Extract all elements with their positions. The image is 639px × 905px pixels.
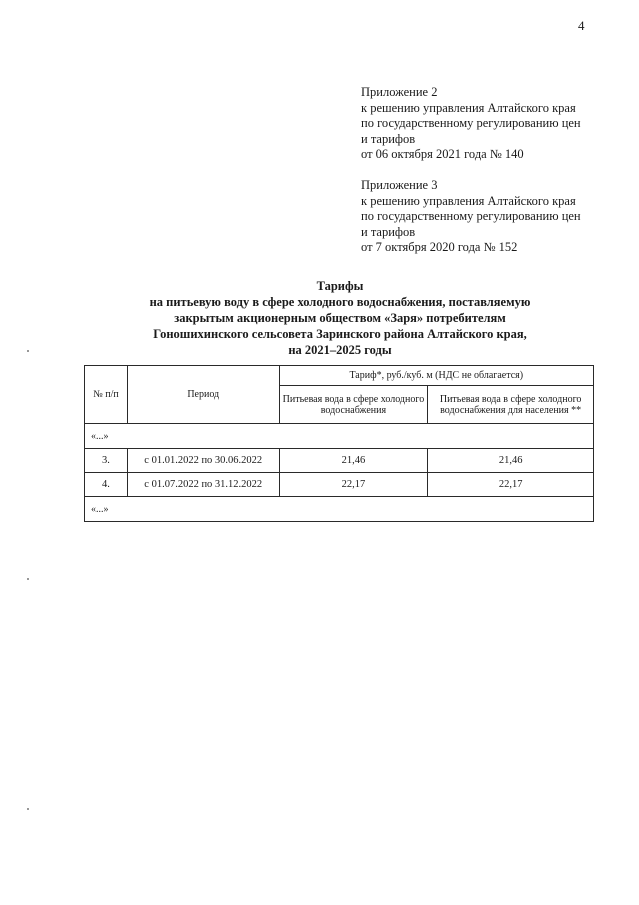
appendix-2-line: от 06 октября 2021 года № 140 [361,147,524,162]
header-number: № п/п [85,366,128,424]
title-line: на 2021–2025 годы [288,343,392,357]
header-tariff-group: Тариф*, руб./куб. м (НДС не облагается) [279,366,593,386]
scan-speck [27,578,29,580]
row-tariff-b: 22,17 [428,473,594,497]
header-tariff-population: Питьевая вода в сфере холодного водоснабжения для населения ** [428,386,594,424]
title-line: Гоношихинского сельсовета Заринского района Алтайского края, [153,327,527,341]
document-title [80,278,600,358]
row-period: с 01.07.2022 по 31.12.2022 [127,473,279,497]
appendix-2-header [361,85,581,163]
title-line: Тарифы [316,279,364,293]
tariff-table [84,365,594,522]
row-tariff-a: 22,17 [279,473,428,497]
row-number: 4. [85,473,128,497]
row-tariff-b: 21,46 [428,449,594,473]
table-row [85,449,594,473]
scan-speck [27,808,29,810]
row-number: 3. [85,449,128,473]
appendix-3-line: Приложение 3 [361,178,438,192]
title-line: закрытым акционерным обществом «Заря» потребителям [174,311,506,325]
page-number: 4 [578,18,585,33]
appendix-2-line: к решению управления Алтайского края [361,100,576,115]
ellipsis-row-top: «...» [85,424,594,449]
scan-speck [27,350,29,352]
title-line: на питьевую воду в сфере холодного водоснабжения, поставляемую [149,295,531,309]
appendix-3-line: по государственному регулированию цен [361,209,581,224]
ellipsis-row-bottom: «...» [85,497,594,522]
appendix-2-line: Приложение 2 [361,85,438,99]
appendix-3-line: от 7 октября 2020 года № 152 [361,240,518,255]
appendix-2-line: по государственному регулированию цен [361,116,581,131]
row-tariff-a: 21,46 [279,449,428,473]
row-period: с 01.01.2022 по 30.06.2022 [127,449,279,473]
header-period: Период [127,366,279,424]
header-tariff-drinking-water: Питьевая вода в сфере холодного водоснабжения [279,386,428,424]
appendix-3-header [361,178,581,256]
appendix-2-line: и тарифов [361,131,416,146]
table-row [85,473,594,497]
appendix-3-line: к решению управления Алтайского края [361,193,576,208]
appendix-3-line: и тарифов [361,224,416,239]
